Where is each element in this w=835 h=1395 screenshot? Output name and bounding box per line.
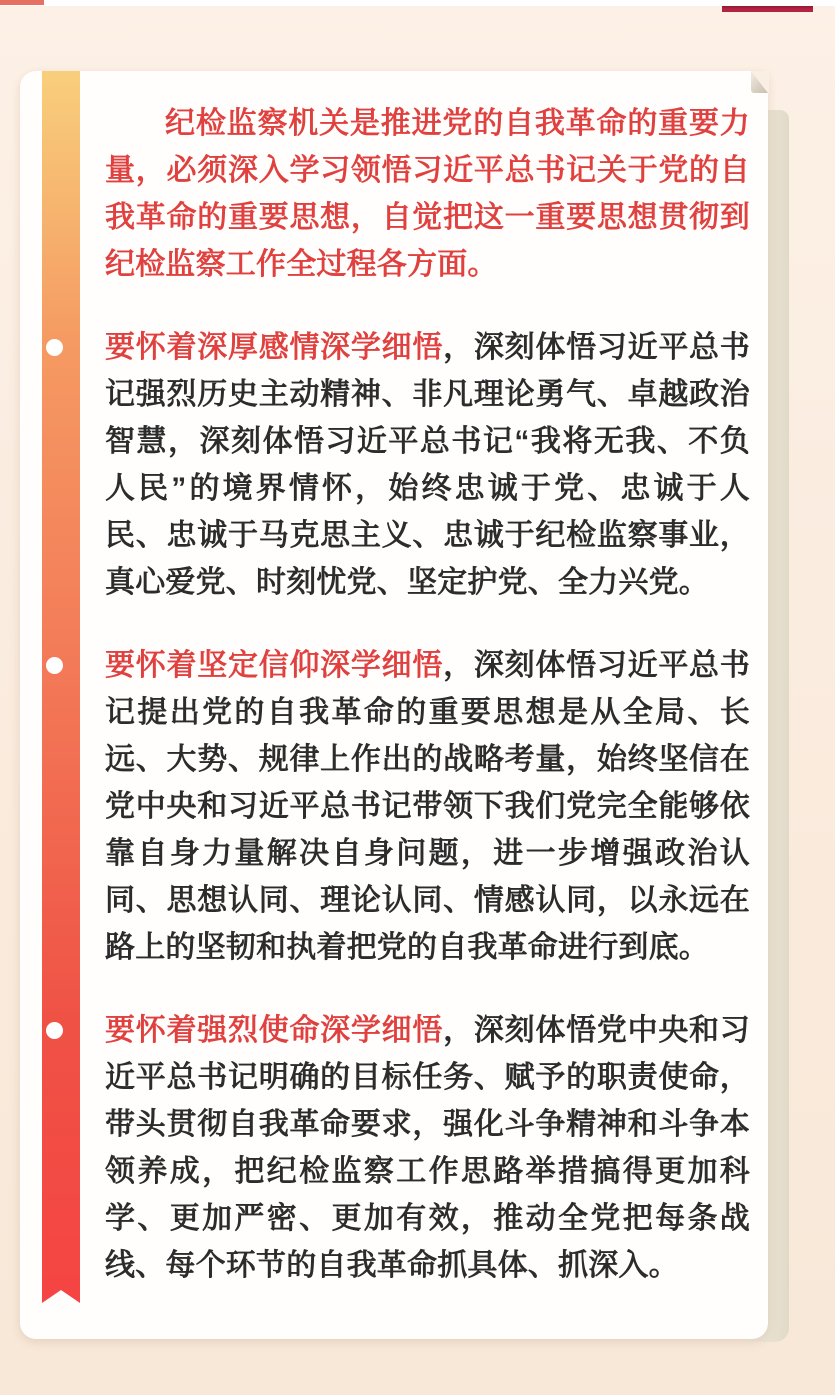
bullet-lead-text: 要怀着强烈使命深学细悟 [105,1014,444,1047]
intro-paragraph: 纪检监察机关是推进党的自我革命的重要力量，必须深入学习领悟习近平总书记关于党的自我革命的重要思想，自觉把这一重要思想贯彻到纪检监察工作全过程各方面。 [105,107,750,281]
top-white-strip [0,0,835,6]
top-accent-bar [722,6,813,12]
bullet-dot [46,339,63,356]
bullet-lead-text: 要怀着坚定信仰深学细悟 [105,649,444,682]
bullet-body-text: ，深刻体悟习近平总书记提出党的自我革命的重要思想是从全局、长远、大势、规律上作出的战略考量，始终坚信在党中央和习近平总书记带领下我们党完全能够依靠自身力量解决自身问题，进一步增强政治认同、思想认同、理论认同、情感认同，以永远在路上的坚韧和执着把党的自我革命进行到底。 [105,649,750,964]
bullet-item [105,324,750,606]
bullet-dot [46,1022,63,1039]
ribbon [42,71,80,1303]
bullet-lead-text: 要怀着深厚感情深学细悟 [105,331,444,364]
card-text-block [105,100,750,1289]
bullet-body-text: ，深刻体悟党中央和习近平总书记明确的目标任务、赋予的职责使命，带头贯彻自我革命要求，强化斗争精神和斗争本领养成，把纪检监察工作思路举措搞得更加科学、更加严密、更加有效，推动全党把每条战线、每个环节的自我革命抓具体、抓深入。 [105,1014,750,1282]
bullet-body-text: ，深刻体悟习近平总书记强烈历史主动精神、非凡理论勇气、卓越政治智慧，深刻体悟习近平总书记“我将无我、不负人民”的境界情怀，始终忠诚于党、忠诚于人民、忠诚于马克思主义、忠诚于纪检监察事业，真心爱党、时刻忧党、坚定护党、全力兴党。 [105,331,750,599]
bullet-item [105,642,750,971]
bullet-dot [46,657,63,674]
red-sliver-decoration [0,0,44,5]
bullet-item [105,1007,750,1289]
